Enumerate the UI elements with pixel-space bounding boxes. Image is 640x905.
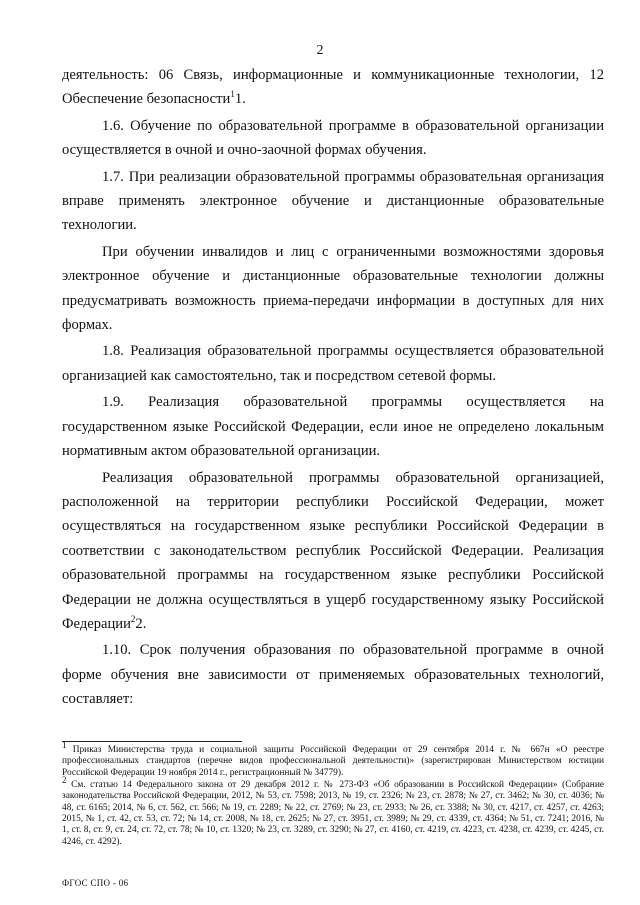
body-text [62,63,604,714]
paragraph-1-6 [62,114,604,163]
footnotes [62,740,604,849]
paragraph-text: Реализация образовательной программы образовательной организацией, расположенной на территории республики Российской Федерации, может осуществляться на государственном языке республики Российской Федерации в соответствии с законодательством республик Российской Федерации. Реализация образовательной программы на государственном языке республики Российской Федерации не должна осуществляться в ущерб государственному языку Российской Федерации [62,469,604,632]
footnote-text: См. статью 14 Федерального закона от 29 декабря 2012 г. № 273-ФЗ «Об образовании в Российской Федерации» (Собрание законодательства Российской Федерации, 2012, № 53, ст. 7598; 2013, № 19, ст. 2326; № 23, ст. 2878; № 27, ст. 3462; № 30, ст. 4036; № 48, ст. 6165; 2014, № 6, ст. 562, ст. 566; № 19, ст. 2289; № 22, ст. 2769; № 23, ст. 2933; № 26, ст. 3388; № 30, ст. 4217, ст. 4257, ст. 4263; 2015, № 1, ст. 42, ст. 53, ст. 72; № 14, ст. 2008, № 18, ст. 2625; № 27, ст. 3951, ст. 3989; № 29, ст. 4339, ст. 4364; № 51, ст. 7241; 2016, № 1, ст. 8, ст. 9, ст. 24, ст. 72, ст. 78; № 10, ст. 1320; № 23, ст. 3289, ст. 3290; № 27, ст. 4160, ст. 4219, ст. 4223, ст. 4238, ст. 4239, ст. 4245, ст. 4246, ст. 4292). [62,780,604,847]
paragraph-text: деятельность: 06 Связь, информационные и коммуникационные технологии, 12 Обеспечение безопасности [62,67,604,108]
paragraph-trailing-punct: 1. [234,91,246,108]
footnote-ref-2[interactable]: 2 [130,614,136,625]
paragraph-1-9 [62,390,604,463]
footnote-text: Приказ Министерства труда и социальной защиты Российской Федерации от 29 сентября 2014 г. № 667н «О реестре профессиональных стандартов (перечне видов профессиональной деятельности)» (зарегистрирован Министерством юстиции Российской Федерации 19 ноября 2014 г., регистрационный № 34779). [62,745,604,778]
paragraph-text: 1.7. При реализации образовательной программы образовательная организация вправе применять электронное обучение и дистанционные образовательные технологии. [62,168,604,234]
paragraph-1-7 [62,165,604,238]
paragraph-activity-areas [62,63,604,112]
footnote-2 [62,775,604,848]
paragraph-republic-language [62,466,604,637]
footnote-1 [62,740,604,779]
page-number: 2 [316,43,324,58]
paragraph-text: При обучении инвалидов и лиц с ограниченными возможностями здоровья электронное обучение и дистанционные образовательные технологии должны предусматривать возможность приема-передачи информации в доступных для них формах. [62,243,604,334]
footnote-mark: 1 [62,740,67,750]
paragraph-1-8 [62,339,604,388]
footnote-divider [62,741,242,742]
page-footer: ФГОС СПО - 06 [62,878,129,888]
footnote-ref-1[interactable]: 1 [230,89,235,100]
paragraph-text: 1.6. Обучение по образовательной программе в образовательной организации осуществляется в очной и очно-заочной формах обучения. [62,117,604,159]
footnote-mark: 2 [62,775,67,786]
paragraph-trailing-punct: 2. [135,615,147,632]
paragraph-text: 1.10. Срок получения образования по образовательной программе в очной форме обучения вне зависимости от применяемых образовательных технологий, составляет: [62,642,604,708]
paragraph-text: 1.9. Реализация образовательной программы осуществляется на государственном языке Российской Федерации, если иное не определено локальным нормативным актом образовательной организации. [62,394,604,460]
paragraph-disabled-learners [62,240,604,338]
paragraph-1-10 [62,638,604,711]
paragraph-text: 1.8. Реализация образовательной программы осуществляется образовательной организацией как самостоятельно, так и посредством сетевой формы. [62,343,604,384]
